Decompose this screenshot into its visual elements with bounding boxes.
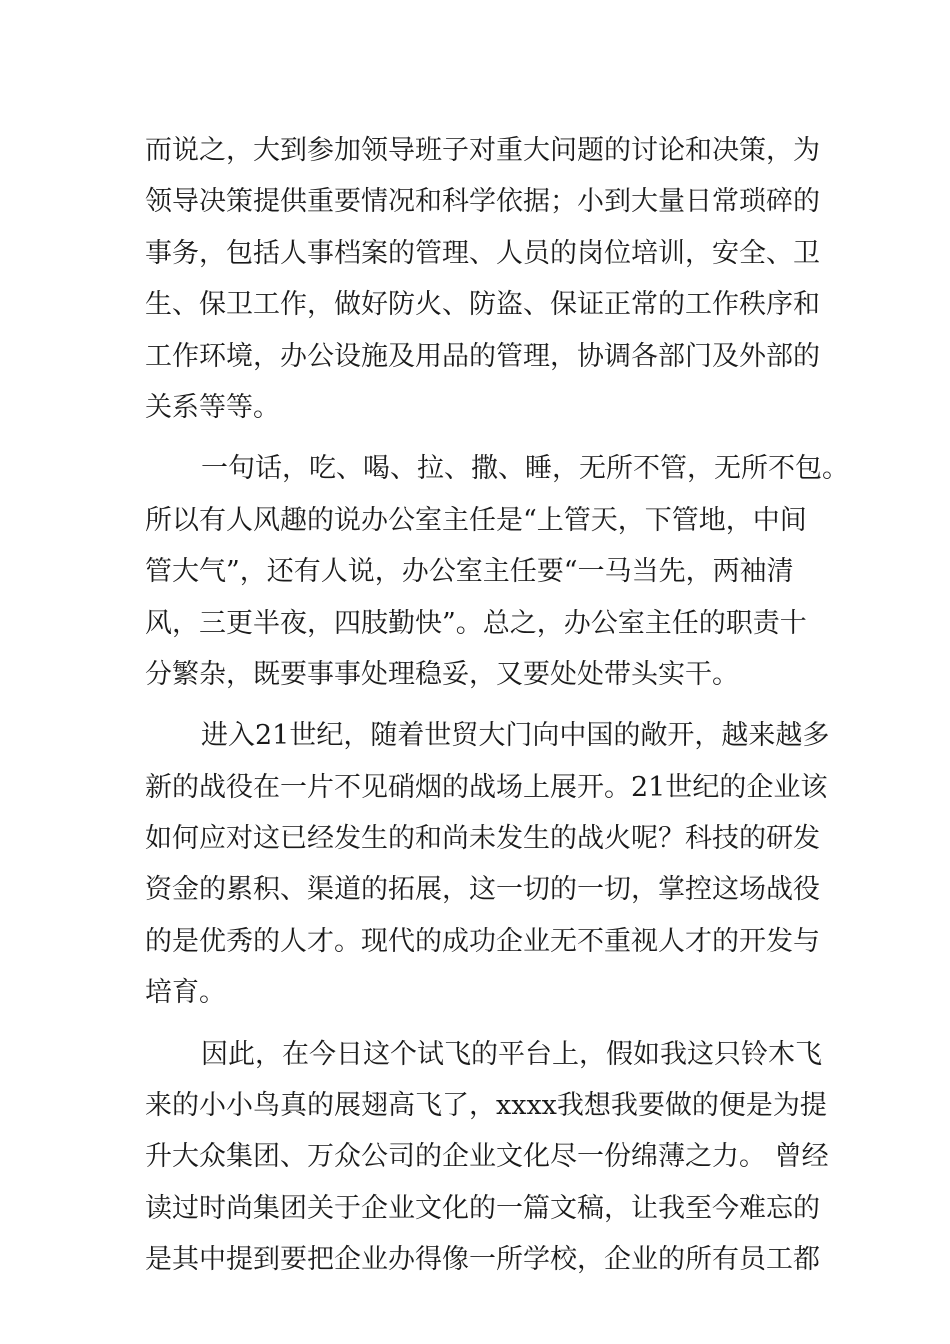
text-line: 领导决策提供重要情况和科学依据；小到大量日常琐碎的	[145, 186, 820, 218]
text-line: 一句话，吃、喝、拉、撒、睡，无所不管，无所不包。	[201, 453, 849, 485]
text-line: 来的小小鸟真的展翅高飞了，xxxx我想我要做的便是为提	[145, 1090, 827, 1122]
text-line: 分繁杂，既要事事处理稳妥，又要处处带头实干。	[145, 658, 739, 690]
text-line: 风，三更半夜，四肢勤快”。总之，办公室主任的职责十	[145, 607, 807, 639]
text-line: 而说之，大到参加领导班子对重大问题的讨论和决策，为	[145, 135, 820, 166]
text-line: 如何应对这已经发生的和尚未发生的战火呢？科技的研发	[145, 823, 820, 855]
text-line: 生、保卫工作，做好防火、防盗、保证正常的工作秩序和	[145, 289, 820, 321]
text-line: 升大众集团、万众公司的企业文化尽一份绵薄之力。 曾经	[145, 1141, 829, 1173]
text-line: 读过时尚集团关于企业文化的一篇文稿，让我至今难忘的	[145, 1192, 820, 1224]
paragraph	[145, 1029, 829, 1286]
text-line: 所以有人风趣的说办公室主任是“上管天，下管地，中间	[145, 504, 807, 536]
text-line: 资金的累积、渠道的拓展，这一切的一切，掌控这场战役	[145, 874, 820, 906]
body-text	[145, 125, 849, 1286]
paragraph	[145, 710, 830, 1018]
text-line: 的是优秀的人才。现代的成功企业无不重视人才的开发与	[145, 925, 820, 957]
text-line: 管大气”，还有人说，办公室主任要“一马当先，两袖清	[145, 556, 794, 588]
paragraph-gap	[145, 433, 825, 443]
text-line: 培育。	[145, 977, 226, 1009]
paragraph-gap	[145, 700, 825, 710]
paragraph	[145, 125, 825, 433]
text-line: 新的战役在一片不见硝烟的战场上展开。21世纪的企业该	[145, 771, 828, 803]
text-line: 工作环境，办公设施及用品的管理，协调各部门及外部的	[145, 340, 820, 372]
text-line: 事务，包括人事档案的管理、人员的岗位培训，安全、卫	[145, 237, 820, 269]
paragraph	[145, 443, 849, 700]
text-line: 是其中提到要把企业办得像一所学校，企业的所有员工都	[145, 1244, 820, 1276]
paragraph-gap	[145, 1019, 825, 1029]
text-line: 进入21世纪，随着世贸大门向中国的敞开，越来越多	[201, 720, 830, 752]
text-line: 因此，在今日这个试飞的平台上，假如我这只铃木飞	[201, 1038, 822, 1070]
text-line: 关系等等。	[145, 391, 280, 423]
